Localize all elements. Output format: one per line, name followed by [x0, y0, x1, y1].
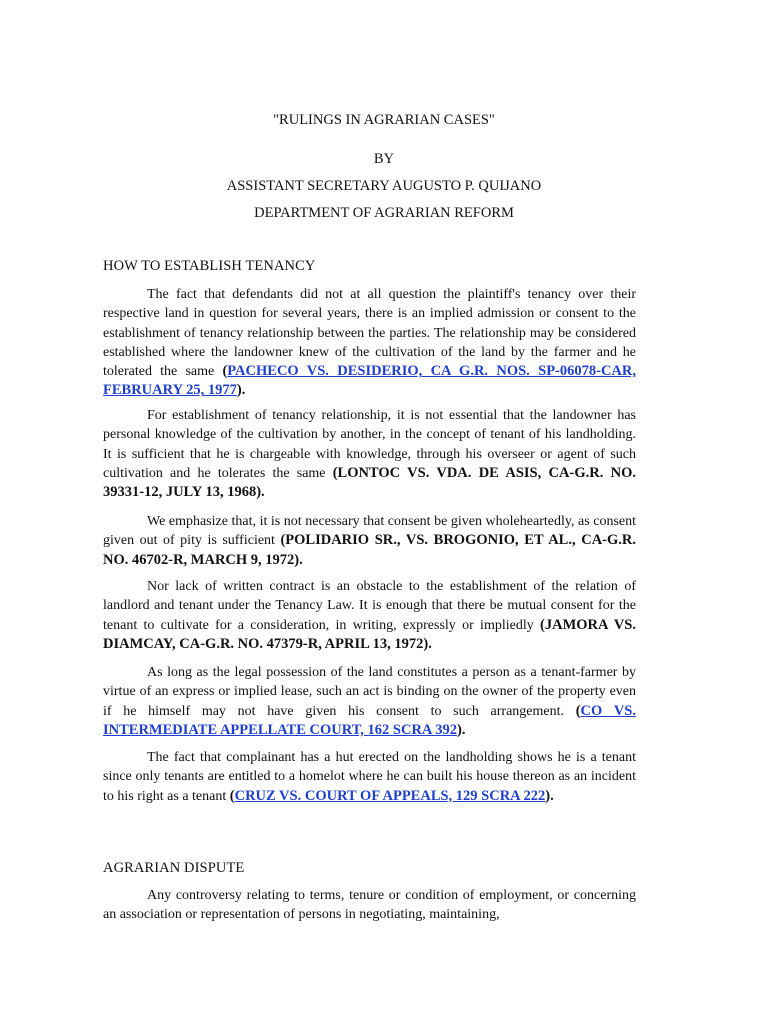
paragraph: [103, 512, 636, 570]
byline-label: BY: [373, 151, 395, 167]
paragraph-text: As long as the legal possession of the land constitutes a person as a tenant-farmer by virtue of an express or implied lease, such an act is binding on the owner of the property even if he himself may not have given his consent to such arrangement.: [103, 665, 636, 719]
citation-open: (: [229, 787, 235, 804]
citation-link[interactable]: PACHECO VS. DESIDERIO, CA G.R. NOS. SP-06078-CAR, FEBRUARY 25, 1977: [103, 363, 636, 399]
paragraph-text: The fact that complainant has a hut erected on the landholding shows he is a tenant since only tenants are entitled to a homelot where he can built his house thereon as an incident to his right as a tenant: [103, 750, 636, 804]
department-name: DEPARTMENT OF AGRARIAN REFORM: [254, 205, 514, 221]
paragraph-text: The fact that defendants did not at all question the plaintiff's tenancy over their respective land in question for several years, there is an implied admission or consent to the establishment of tenancy relationship between the parties. The relationship may be considered established where the landowner knew of the cultivation of the land by the farmer and he tolerated the same: [103, 287, 636, 380]
section-heading-tenancy: HOW TO ESTABLISH TENANCY: [103, 258, 316, 274]
citation-close: ).: [456, 721, 466, 738]
paragraph-text: For establishment of tenancy relationship, it is not essential that the landowner has personal knowledge of the cultivation by another, in the concept of tenant of his landholding. It is sufficient that he is chargeable with knowledge, through his overseer or agent of such cultivation and he tolerates the same: [103, 408, 636, 481]
citation-open: (: [575, 702, 581, 719]
citation: (POLIDARIO SR., VS. BROGONIO, ET AL., CA-G.R. NO. 46702-R, MARCH 9, 1972).: [103, 532, 636, 568]
document-title: "RULINGS IN AGRARIAN CASES": [273, 112, 495, 128]
paragraph: [103, 285, 636, 401]
paragraph-text: Nor lack of written contract is an obstacle to the establishment of the relation of landlord and tenant under the Tenancy Law. It is enough that there be mutual consent for the tenant to cultivate for a consideration, in writing, expressly or impliedly: [103, 579, 636, 633]
paragraph: [103, 577, 636, 654]
citation: (LONTOC VS. VDA. DE ASIS, CA-G.R. NO. 39331-12, JULY 13, 1968).: [103, 464, 636, 501]
paragraph: [103, 663, 636, 740]
paragraph-text: We emphasize that, it is not necessary that consent be given wholeheartedly, as consent given out of pity is sufficient: [103, 514, 636, 549]
author-name: ASSISTANT SECRETARY AUGUSTO P. QUIJANO: [226, 178, 542, 194]
citation-link[interactable]: CO VS. INTERMEDIATE APPELLATE COURT, 162 SCRA 392: [103, 702, 636, 738]
citation-link[interactable]: CRUZ VS. COURT OF APPEALS, 129 SCRA 222: [234, 787, 546, 804]
citation-open: (: [222, 363, 228, 380]
citation-close: ).: [545, 787, 554, 804]
paragraph-text: Any controversy relating to terms, tenure or condition of employment, or concerning an association or representation of persons in negotiating, maintaining,: [103, 888, 636, 923]
paragraph: [103, 406, 636, 502]
paragraph: [103, 748, 636, 806]
citation-close: ).: [236, 382, 246, 399]
citation: (JAMORA VS. DIAMCAY, CA-G.R. NO. 47379-R, APRIL 13, 1972).: [103, 616, 636, 652]
section-heading-dispute: AGRARIAN DISPUTE: [103, 860, 245, 876]
paragraph: [103, 886, 636, 925]
